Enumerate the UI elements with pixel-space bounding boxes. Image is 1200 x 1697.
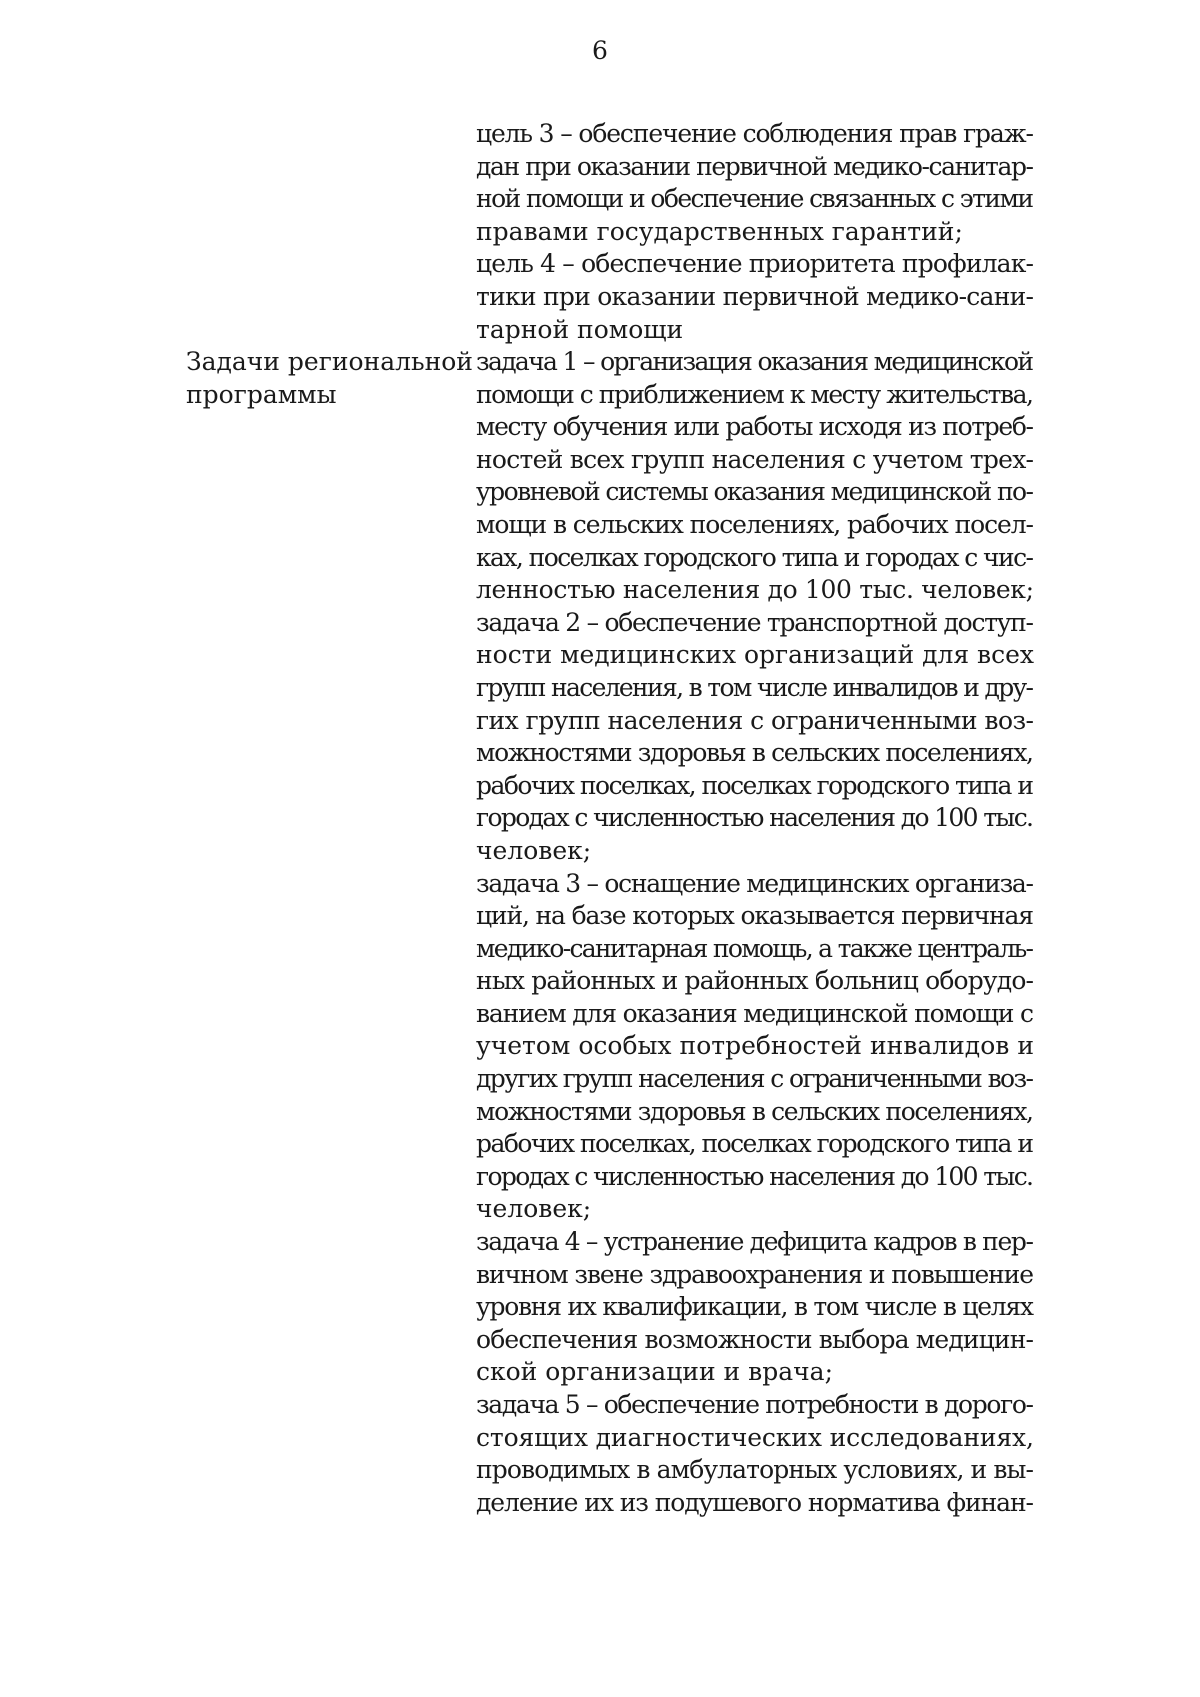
task-1-line: уровневой системы оказания медицинской по- — [476, 477, 1033, 507]
task-3-line: человек; — [476, 1194, 592, 1224]
task-3-line: учетом особых потребностей инвалидов и — [476, 1031, 1034, 1061]
task-3-line: рабочих поселках, поселках городского типа и — [476, 1129, 1033, 1159]
task-3-line: ций, на базе которых оказывается первичная — [476, 901, 1033, 931]
task-1-line: ностей всех групп населения с учетом трех- — [476, 444, 1034, 474]
task-1-line: помощи с приближением к месту жительства, — [476, 379, 1033, 409]
task-2-line: задача 2 – обеспечение транспортной доступ- — [476, 607, 1033, 637]
goal-4-line: тарной помощи — [476, 314, 684, 344]
task-4-line: обеспечения возможности выбора медицин- — [476, 1324, 1034, 1354]
task-3-line: медико-санитарная помощь, а также централь- — [476, 933, 1033, 963]
page-number: 6 — [592, 36, 608, 65]
task-5-line: проводимых в амбулаторных условиях, и вы- — [476, 1455, 1034, 1485]
task-2-line: человек; — [476, 835, 592, 865]
task-2-line: групп населения, в том числе инвалидов и дру- — [476, 672, 1033, 702]
goal-4 — [476, 248, 1034, 346]
task-3-line: ванием для оказания медицинской помощи с — [476, 998, 1033, 1028]
task-3-line: задача 3 – оснащение медицинских организа- — [476, 868, 1033, 898]
task-1-line: задача 1 – организация оказания медицинской — [476, 347, 1033, 376]
task-1-line: мощи в сельских поселениях, рабочих посел- — [476, 509, 1033, 539]
goal-4-line: тики при оказании первичной медико-сани- — [476, 281, 1034, 311]
task-1-line: ленностью населения до 100 тыс. человек; — [476, 575, 1034, 605]
task-3-line: других групп населения с ограниченными воз- — [476, 1064, 1033, 1094]
goal-3 — [476, 118, 1034, 248]
goal-4-line: цель 4 – обеспечение приоритета профилак- — [476, 249, 1034, 279]
task-2-line: гих групп населения с ограниченными воз- — [476, 705, 1034, 735]
task-5-line: стоящих диагностических исследованиях, — [476, 1422, 1034, 1452]
task-4-line: уровня их квалификации, в том числе в целях — [476, 1292, 1033, 1322]
task-2-line: рабочих поселках, поселках городского типа и — [476, 770, 1033, 800]
task-4-line: вичном звене здравоохранения и повышение — [476, 1259, 1033, 1289]
tasks-label — [186, 346, 473, 411]
task-2-line: можностями здоровья в сельских поселениях, — [476, 738, 1033, 768]
task-4-line: задача 4 – устранение дефицита кадров в пер- — [476, 1227, 1033, 1257]
goal-3-line: ной помощи и обеспечение связанных с этими — [476, 184, 1033, 214]
task-1 — [476, 346, 1034, 607]
task-5-line: деление их из подушевого норматива финан- — [476, 1487, 1033, 1517]
task-4 — [476, 1226, 1034, 1389]
task-2-line: ности медицинских организаций для всех — [476, 640, 1034, 670]
goal-3-line: цель 3 – обеспечение соблюдения прав граж- — [476, 119, 1033, 148]
task-5 — [476, 1389, 1034, 1519]
task-3-line: можностями здоровья в сельских поселениях, — [476, 1096, 1033, 1126]
tasks-label-line: программы — [186, 379, 337, 409]
task-5-line: задача 5 – обеспечение потребности в дорого- — [476, 1390, 1033, 1419]
task-3-line: городах с численностью населения до 100 тыс. — [476, 1161, 1033, 1191]
goal-3-line: правами государственных гарантий; — [476, 216, 963, 246]
task-2-line: городах с численностью населения до 100 тыс. — [476, 803, 1033, 833]
task-3 — [476, 868, 1034, 1227]
task-1-line: ках, поселках городского типа и городах с чис- — [476, 542, 1033, 572]
goals-block — [476, 118, 1034, 346]
task-4-line: ской организации и врача; — [476, 1357, 834, 1387]
goal-3-line: дан при оказании первичной медико-санитар- — [476, 151, 1033, 181]
tasks-label-line: Задачи региональной — [186, 347, 473, 376]
task-1-line: месту обучения или работы исходя из потреб- — [476, 412, 1033, 442]
task-2 — [476, 607, 1034, 868]
tasks-block — [476, 346, 1034, 1519]
task-3-line: ных районных и районных больниц оборудо- — [476, 966, 1034, 996]
